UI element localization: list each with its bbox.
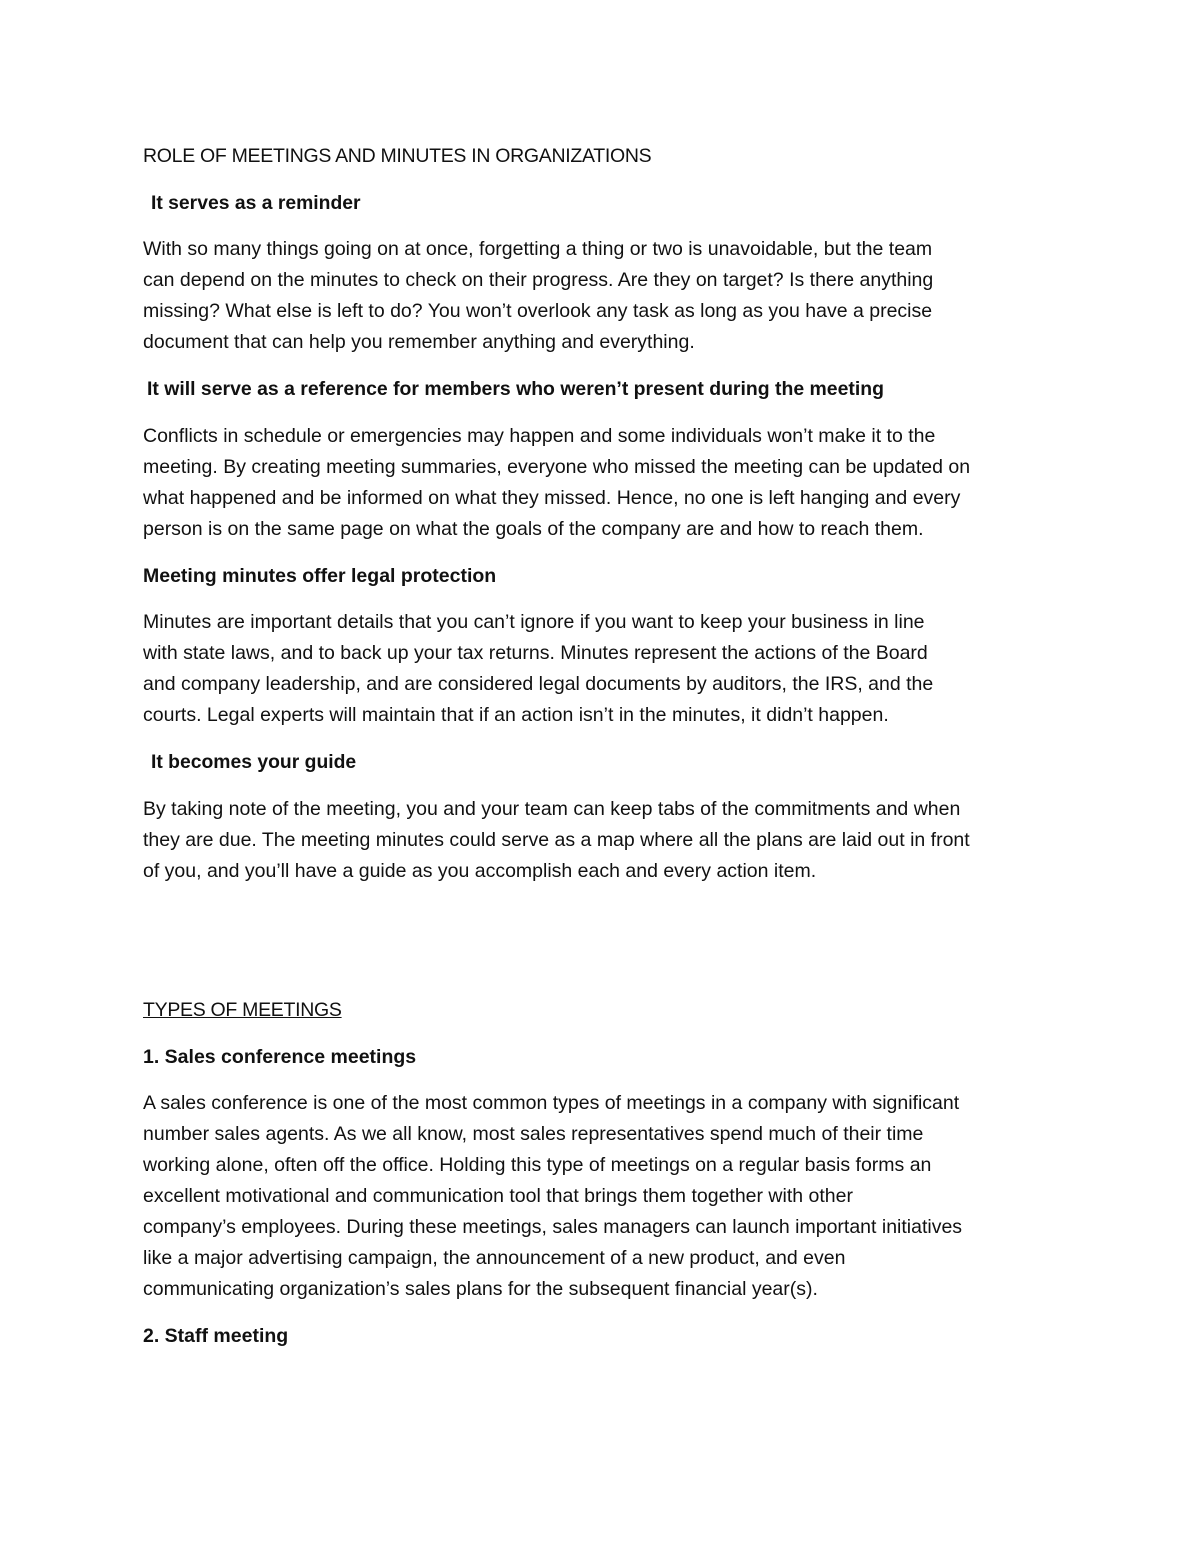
paragraph-line: meeting. By creating meeting summaries, everyone who missed the meeting can be updated on — [143, 456, 971, 478]
heading-legal-protection: Meeting minutes offer legal protection — [143, 565, 497, 587]
heading-reminder: It serves as a reminder — [151, 192, 361, 214]
paragraph-line: like a major advertising campaign, the announcement of a new product, and even — [143, 1247, 846, 1269]
heading-sales-conference: 1. Sales conference meetings — [143, 1046, 417, 1068]
paragraph-reminder — [143, 234, 1078, 358]
paragraph-line: with state laws, and to back up your tax returns. Minutes represent the actions of the Board — [143, 642, 928, 664]
heading-reference: It will serve as a reference for members who weren’t present during the meeting — [147, 378, 884, 400]
paragraph-line: person is on the same page on what the goals of the company are and how to reach them. — [143, 518, 924, 540]
paragraph-line: A sales conference is one of the most common types of meetings in a company with significant — [143, 1092, 960, 1114]
paragraph-line: With so many things going on at once, forgetting a thing or two is unavoidable, but the team — [143, 238, 933, 260]
paragraph-reference — [143, 421, 1078, 545]
paragraph-line: and company leadership, and are considered legal documents by auditors, the IRS, and the — [143, 673, 934, 695]
paragraph-line: Conflicts in schedule or emergencies may happen and some individuals won’t make it to the — [143, 425, 936, 447]
section-title-role-of-meetings: ROLE OF MEETINGS AND MINUTES IN ORGANIZATIONS — [143, 145, 652, 167]
paragraph-line: By taking note of the meeting, you and your team can keep tabs of the commitments and when — [143, 798, 961, 820]
paragraph-line: what happened and be informed on what they missed. Hence, no one is left hanging and every — [143, 487, 961, 509]
paragraph-line: can depend on the minutes to check on their progress. Are they on target? Is there anything — [143, 269, 934, 291]
paragraph-line: document that can help you remember anything and everything. — [143, 331, 695, 353]
paragraph-legal-protection — [143, 607, 1078, 731]
paragraph-line: they are due. The meeting minutes could serve as a map where all the plans are laid out in front — [143, 829, 970, 851]
paragraph-line: courts. Legal experts will maintain that if an action isn’t in the minutes, it didn’t happen. — [143, 704, 889, 726]
paragraph-guide — [143, 794, 1078, 887]
paragraph-line: working alone, often off the office. Holding this type of meetings on a regular basis forms an — [143, 1154, 932, 1176]
paragraph-line: of you, and you’ll have a guide as you accomplish each and every action item. — [143, 860, 817, 882]
paragraph-line: number sales agents. As we all know, most sales representatives spend much of their time — [143, 1123, 924, 1145]
heading-guide: It becomes your guide — [151, 751, 357, 773]
paragraph-line: missing? What else is left to do? You won’t overlook any task as long as you have a precise — [143, 300, 933, 322]
paragraph-line: excellent motivational and communication tool that brings them together with other — [143, 1185, 853, 1207]
paragraph-sales-conference — [143, 1088, 1078, 1305]
paragraph-line: communicating organization’s sales plans for the subsequent financial year(s). — [143, 1278, 818, 1300]
heading-staff-meeting: 2. Staff meeting — [143, 1325, 289, 1347]
section-title-types-of-meetings: TYPES OF MEETINGS — [143, 999, 342, 1021]
paragraph-line: company’s employees. During these meetings, sales managers can launch important initiatives — [143, 1216, 963, 1238]
paragraph-line: Minutes are important details that you can’t ignore if you want to keep your business in line — [143, 611, 925, 633]
